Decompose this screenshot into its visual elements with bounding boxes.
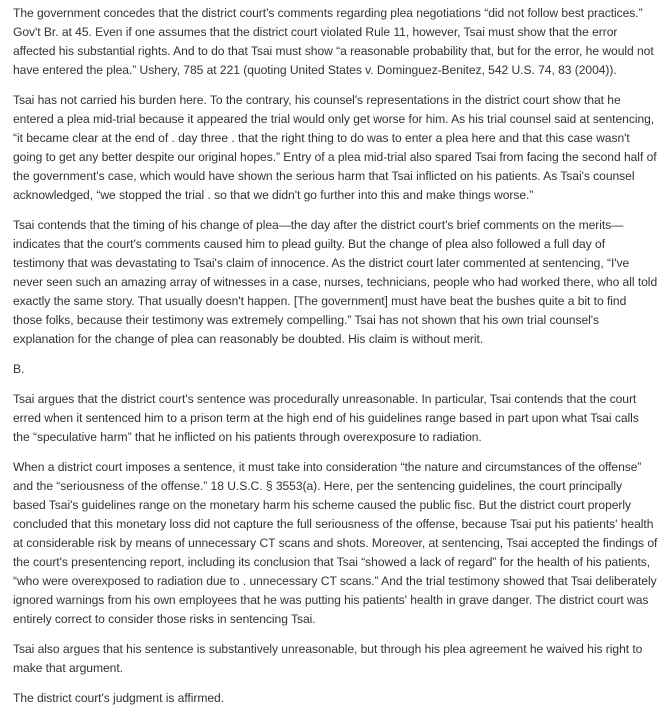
paragraph-substantive: Tsai also argues that his sentence is substantively unreasonable, but through his plea agreement he waived his right to make that argument. [13,642,643,675]
paragraph-sentencing: When a district court imposes a sentence, it must take into consideration “the nature and circumstances of the offense” and the “seriousness of the offense.” 18 U.S.C. § 3553(a). Here, per the sentencing guidelines, the court principally based Tsai's guidelines range on the monetary harm his scheme caused the public fisc. But the district court properly concluded that this monetary loss did not capture the full seriousness of the offense, because Tsai put his patients' health at considerable risk by means of unnecessary CT scans and shots. Moreover, at sentencing, Tsai accepted the findings of the court's presentencing report, including its conclusion that Tsai “showed a lack of regard” for the health of his patients, “who were overexposed to radiation due to . unnecessary CT scans.” And the trial testimony showed that Tsai deliberately ignored warnings from his own employees that he was putting his patients' health in grave danger. The district court was entirely correct to consider those risks in sentencing Tsai. [13,460,658,626]
paragraph-rule11: The government concedes that the district court's comments regarding plea negotiations “did not follow best practices.” Gov't Br. at 45. Even if one assumes that the district court violated Rule 11, however, Tsai must show that the error affected his substantial rights. And to do that Tsai must show “a reasonable probability that, but for the error, he would not have entered the plea.” Ushery, 785 at 221 (quoting United States v. Dominguez-Benitez, 542 U.S. 74, 83 (2004)). [13,6,654,77]
paragraph-timing: Tsai contends that the timing of his change of plea—the day after the district court's brief comments on the merits—indicates that the court's comments caused him to plead guilty. But the change of plea also followed a full day of testimony that was devastating to Tsai's claim of innocence. As the district court later commented at sentencing, “I've never seen such an amazing array of witnesses in a case, nurses, technicians, people who had worked there, who all told exactly the same story. That usually doesn't happen. [The government] must have beat the bushes quite a bit to find those folks, because their testimony was extremely compelling.” Tsai has not shown that his own trial counsel's explanation for the change of plea can reasonably be doubted. His claim is without merit. [13,218,658,346]
paragraph-procedural: Tsai argues that the district court's sentence was procedurally unreasonable. In particular, Tsai contends that the court erred when it sentenced him to a prison term at the high end of his guidelines range based in part upon what Tsai calls the “speculative harm” that he inflicted on his patients through overexposure to radiation. [13,392,639,444]
paragraph-conclusion: The district court's judgment is affirmed. [13,691,225,705]
section-heading: B. [13,362,25,376]
paragraph-burden: Tsai has not carried his burden here. To the contrary, his counsel's representations in the district court show that he entered a plea mid-trial because it appeared the trial would only get worse for him. As his trial counsel said at sentencing, “it became clear at the end of . day three . that the right thing to do was to enter a plea here and that this case wasn't going to get any better despite our original hopes.” Entry of a plea mid-trial also spared Tsai from facing the second half of the government's case, which would have shown the serious harm that Tsai inflicted on his patients. As Tsai's counsel acknowledged, “we stopped the trial . so that we didn't go further into this and make things worse.” [13,93,657,202]
